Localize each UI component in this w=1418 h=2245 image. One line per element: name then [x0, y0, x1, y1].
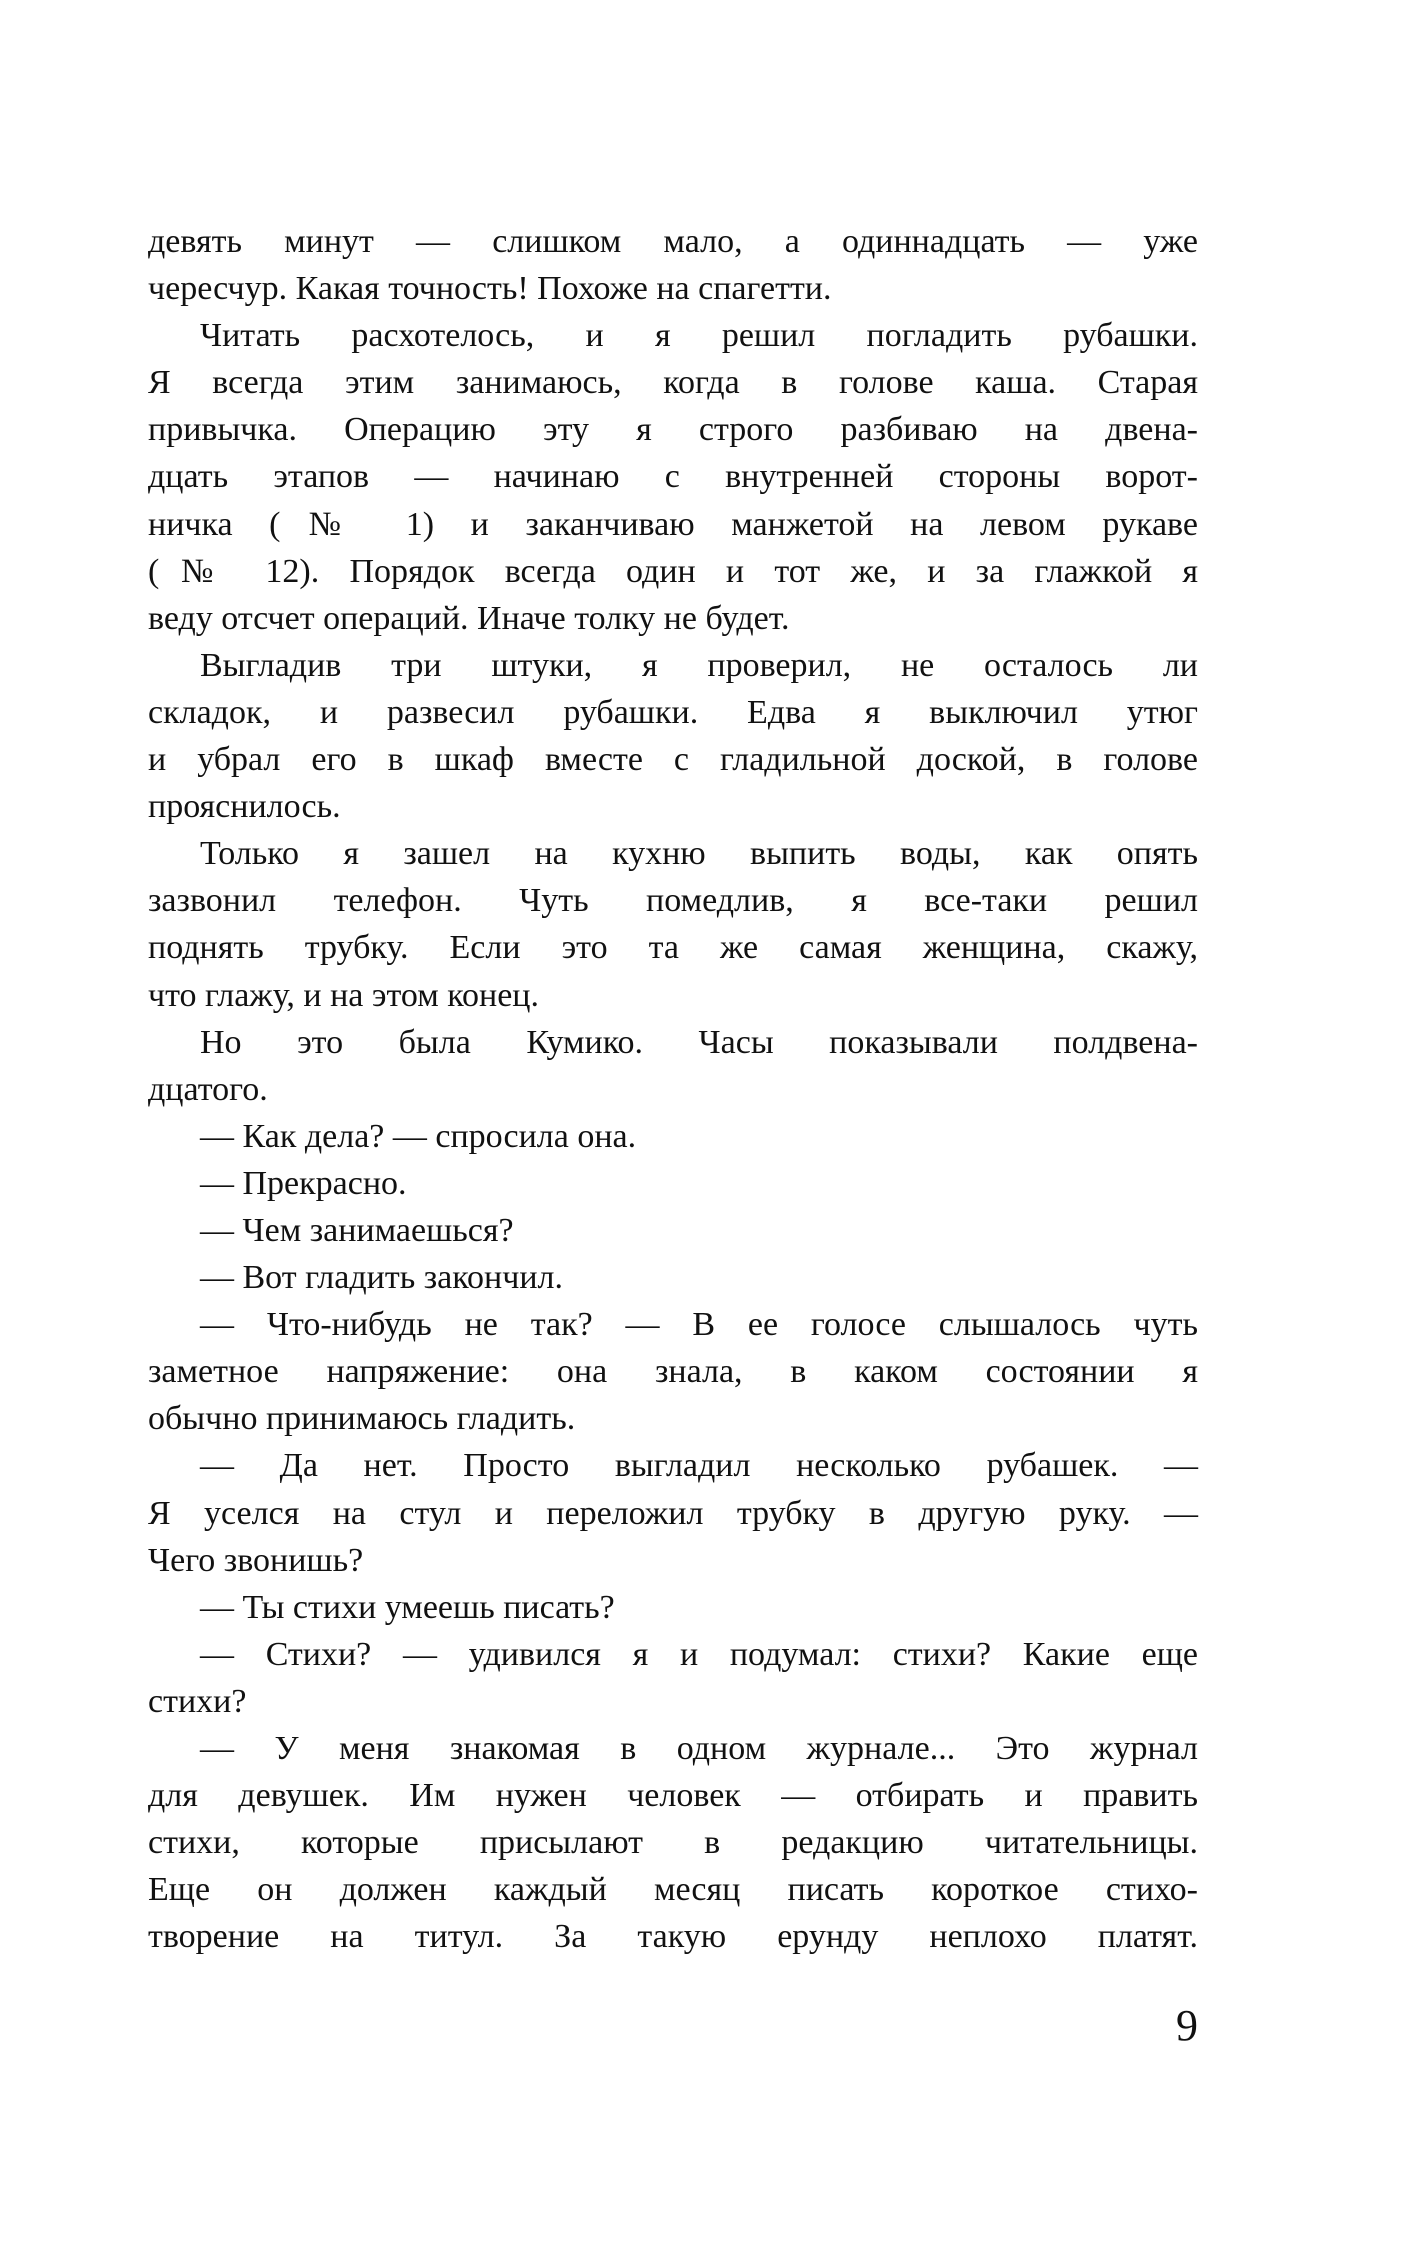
text-line-content: творение на титул. За такую ерунду неплохо платят. — [148, 1918, 1198, 1956]
text-line — [148, 1678, 1198, 1725]
text-line-content: (№ 12). Порядок всегда один и тот же, и за глажкой я — [148, 552, 1198, 590]
text-line-content: для девушек. Им нужен человек — отбирать и править — [148, 1777, 1198, 1815]
text-line — [148, 830, 1198, 877]
text-line-content: Еще он должен каждый месяц писать короткое стихо- — [148, 1871, 1198, 1909]
text-line — [148, 1913, 1198, 1960]
text-line-content: — Как дела? — спросила она. — [200, 1117, 637, 1155]
text-line-content: веду отсчет операций. Иначе толку не будет. — [148, 599, 790, 637]
text-line-content: — Ты стихи умеешь писать? — [200, 1588, 615, 1626]
text-line — [148, 406, 1198, 453]
text-line — [148, 783, 1198, 830]
text-line — [148, 642, 1198, 689]
text-line — [148, 736, 1198, 783]
text-line — [148, 1631, 1198, 1678]
text-line-content: — Вот гладить закончил. — [200, 1259, 563, 1297]
text-line — [148, 1866, 1198, 1913]
text-line-content: и убрал его в шкаф вместе с гладильной доской, в голове — [148, 741, 1198, 779]
text-line — [148, 1442, 1198, 1489]
text-line — [148, 218, 1198, 265]
text-line — [148, 265, 1198, 312]
text-line-content: девять минут — слишком мало, а одиннадцать — уже — [148, 223, 1198, 260]
text-line — [148, 1772, 1198, 1819]
text-line — [148, 1019, 1198, 1066]
text-line — [148, 1395, 1198, 1442]
text-line-content: стихи, которые присылают в редакцию читательницы. — [148, 1824, 1198, 1862]
text-line-content: Читать расхотелось, и я решил погладить рубашки. — [200, 317, 1198, 355]
text-line — [148, 595, 1198, 642]
text-line — [148, 972, 1198, 1019]
text-line — [148, 1490, 1198, 1537]
text-line — [148, 1725, 1198, 1772]
text-line-content: Выгладив три штуки, я проверил, не осталось ли — [200, 646, 1198, 684]
text-line — [148, 1301, 1198, 1348]
text-line-content: Но это была Кумико. Часы показывали полдвена- — [200, 1023, 1198, 1061]
text-line-content: Я уселся на стул и переложил трубку в другую руку. — — [148, 1494, 1198, 1532]
text-line — [148, 1584, 1198, 1631]
text-line — [148, 877, 1198, 924]
text-line — [148, 1207, 1198, 1254]
page-number: 9 — [1176, 2001, 1198, 2050]
text-line-content: ничка (№ 1) и заканчиваю манжетой на левом рукаве — [148, 505, 1198, 543]
text-line-content: — Прекрасно. — [200, 1164, 407, 1202]
text-line — [148, 453, 1198, 500]
text-line-content: заметное напряжение: она знала, в каком состоянии я — [148, 1353, 1198, 1391]
text-line-content: стихи? — [148, 1682, 247, 1720]
text-line — [148, 501, 1198, 548]
text-line-content: — У меня знакомая в одном журнале... Это журнал — [200, 1730, 1198, 1767]
text-line-content: прояснилось. — [148, 788, 341, 826]
text-line — [148, 1537, 1198, 1584]
text-line — [148, 1160, 1198, 1207]
text-line — [148, 359, 1198, 406]
text-line-content: — Что-нибудь не так? — В ее голосе слышалось чуть — [200, 1306, 1198, 1344]
text-line-content: зазвонил телефон. Чуть помедлив, я все-таки решил — [148, 882, 1198, 920]
text-line-content: дцать этапов — начинаю с внутренней стороны ворот- — [148, 458, 1198, 496]
text-line-content: привычка. Операцию эту я строго разбиваю на двена- — [148, 411, 1198, 449]
text-line-content: — Стихи? — удивился я и подумал: стихи? Какие еще — [200, 1635, 1198, 1673]
text-line — [148, 1819, 1198, 1866]
text-line — [148, 1066, 1198, 1113]
text-line-content: дцатого. — [148, 1070, 268, 1108]
body-text — [148, 218, 1198, 1960]
text-line-content: Чего звонишь? — [148, 1541, 364, 1579]
text-line-content: — Да нет. Просто выгладил несколько рубашек. — — [200, 1447, 1198, 1485]
text-line-content: складок, и развесил рубашки. Едва я выключил утюг — [148, 693, 1198, 731]
text-line — [148, 1113, 1198, 1160]
text-line — [148, 1254, 1198, 1301]
text-line — [148, 312, 1198, 359]
text-line-content: чересчур. Какая точность! Похоже на спагетти. — [148, 270, 832, 308]
text-line-content: что глажу, и на этом конец. — [148, 976, 539, 1014]
text-line-content: Только я зашел на кухню выпить воды, как опять — [200, 835, 1198, 873]
text-line-content: — Чем занимаешься? — [200, 1211, 514, 1249]
text-line — [148, 924, 1198, 971]
text-line — [148, 689, 1198, 736]
text-line-content: Я всегда этим занимаюсь, когда в голове каша. Старая — [148, 364, 1198, 402]
text-line-content: поднять трубку. Если это та же самая женщина, скажу, — [148, 929, 1198, 967]
text-line — [148, 548, 1198, 595]
text-line-content: обычно принимаюсь гладить. — [148, 1400, 576, 1438]
text-line — [148, 1348, 1198, 1395]
